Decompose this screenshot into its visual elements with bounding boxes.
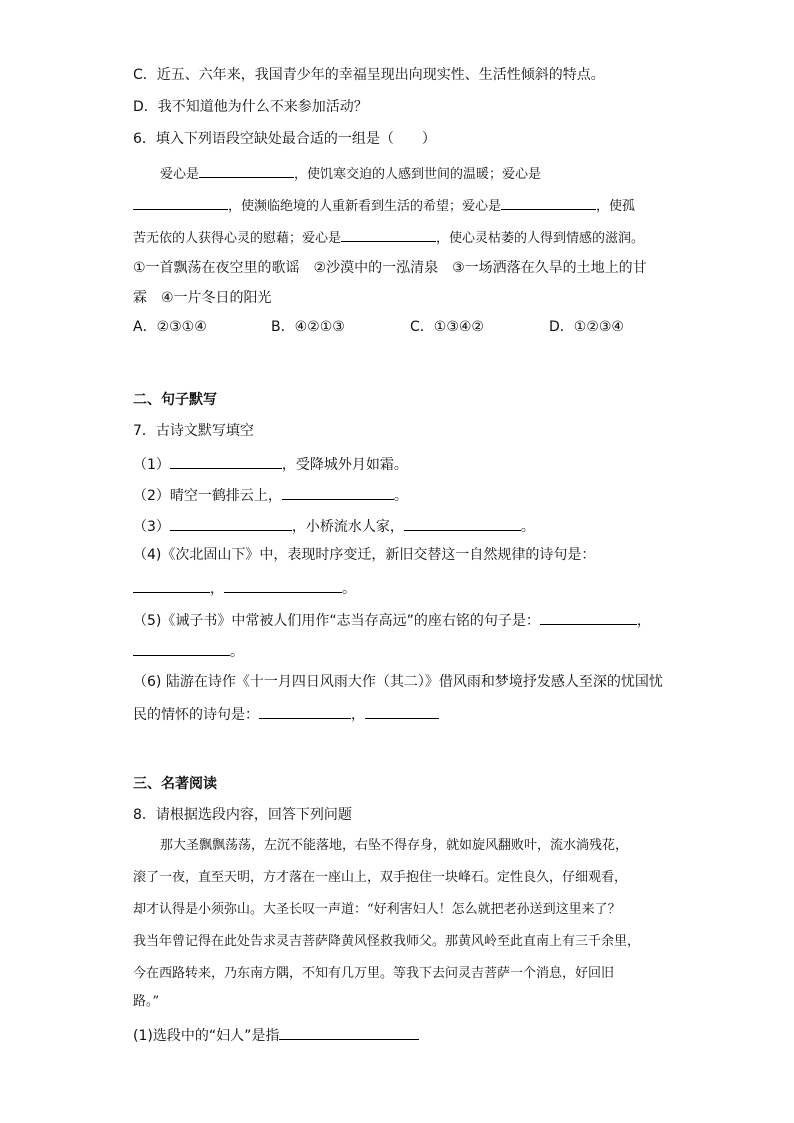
- q8-passage-line: 我当年曾记得在此处告求灵吉菩萨降黄风怪救我师父。那黄风岭至此直南上有三千余里，: [133, 934, 641, 949]
- q6-items-line-2: 霖 ④一片冬日的阳光: [133, 290, 272, 306]
- q6-text: ，使濒临绝境的人重新看到生活的希望；爱心是: [228, 199, 502, 214]
- q8-passage-line: 却才认得是小须弥山。大圣长叹一声道：“好利害妇人！怎么就把老孙送到这里来了？: [133, 902, 621, 917]
- q5-option-c: C．近五、六年来，我国青少年的幸福呈现出向现实性、生活性倾斜的特点。: [133, 67, 605, 83]
- q6-option-d[interactable]: D．①②③④: [549, 319, 624, 335]
- q8-passage-line: 路。”: [133, 994, 160, 1009]
- q7-text: 。: [342, 581, 356, 597]
- q7-text: ，: [351, 707, 365, 723]
- q6-passage-line-2: [133, 195, 635, 216]
- q7-text: 。: [230, 644, 244, 660]
- fill-blank[interactable]: [540, 610, 637, 625]
- q7-item-5-answer: [133, 641, 244, 661]
- fill-blank[interactable]: [501, 195, 596, 210]
- q6-text: ，使孤: [596, 199, 636, 214]
- q6-text: 苦无依的人获得心灵的慰藉；爱心是: [133, 231, 342, 246]
- fill-blank[interactable]: [259, 704, 351, 719]
- q6-option-c[interactable]: C．①③④②: [410, 319, 484, 335]
- q7-text: ，: [636, 613, 651, 629]
- q6-options: [133, 318, 624, 336]
- fill-blank[interactable]: [404, 516, 521, 531]
- q6-passage-line-1: [160, 163, 541, 184]
- fill-blank[interactable]: [341, 227, 436, 242]
- q6-text: 爱心是: [160, 167, 200, 182]
- q7-text: （2）晴空一鹤排云上，: [133, 488, 282, 504]
- q6-option-a[interactable]: A．②③①④: [133, 319, 207, 335]
- q7-item-3: [133, 516, 535, 536]
- fill-blank[interactable]: [133, 578, 210, 593]
- fill-blank[interactable]: [365, 704, 439, 719]
- q7-text: （5)《诫子书》中常被人们用作“志当存高远”的座右铭的句子是：: [133, 613, 540, 629]
- fill-blank[interactable]: [170, 516, 292, 531]
- q8-passage-line: 滚了一夜，直至天明，方才落在一座山上，双手抱住一块峰石。定性良久，仔细观看，: [133, 870, 628, 885]
- q7-text: （1）: [133, 457, 170, 473]
- q6-text: ，使饥寒交迫的人感到世间的温暖；爱心是: [294, 167, 542, 182]
- fill-blank[interactable]: [199, 163, 294, 178]
- section-3-title: 三、名著阅读: [133, 776, 217, 792]
- section-2-title: 二、句子默写: [133, 392, 217, 408]
- q7-item-5: [133, 610, 651, 630]
- q6-text: ，使心灵枯萎的人得到情感的滋润。: [436, 231, 645, 246]
- q7-item-4: （4)《次北固山下》中，表现时序变迁，新旧交替这一自然规律的诗句是：: [133, 547, 596, 563]
- q8-passage-line: 今在西路转来，乃东南方隅，不知有几万里。等我下去问灵吉菩萨一个消息，好回旧: [133, 966, 615, 981]
- q7-text: ，: [210, 581, 224, 597]
- q7-item-6: （6) 陆游在诗作《十一月四日风雨大作（其二）》借风雨和梦境抒发感人至深的忧国忧: [133, 674, 663, 690]
- fill-blank[interactable]: [133, 641, 230, 656]
- q7-text: ，受降城外月如霜。: [281, 457, 408, 473]
- q7-item-1: [133, 454, 408, 474]
- q7-item-6-answer: [133, 704, 439, 724]
- fill-blank[interactable]: [170, 454, 282, 469]
- q8-text: (1)选段中的“妇人”是指: [133, 1028, 280, 1044]
- q8-sub-1: [133, 1025, 419, 1045]
- q7-text: 民的情怀的诗句是：: [133, 707, 259, 723]
- q7-text: 。: [393, 488, 408, 504]
- fill-blank[interactable]: [224, 578, 342, 593]
- q6-option-b[interactable]: B．④②①③: [271, 319, 345, 335]
- q7-text: （3）: [133, 519, 170, 535]
- fill-blank[interactable]: [279, 1025, 419, 1040]
- q7-item-2: [133, 485, 408, 505]
- q6-stem: 6．填入下列语段空缺处最合适的一组是（ ）: [133, 131, 436, 147]
- q7-item-4-answer: [133, 578, 356, 598]
- q6-items-line-1: ①一首飘荡在夜空里的歌谣 ②沙漠中的一泓清泉 ③一场洒落在久旱的土地上的甘: [133, 260, 647, 276]
- q7-text: ，小桥流水人家，: [291, 519, 404, 535]
- fill-blank[interactable]: [282, 485, 394, 500]
- fill-blank[interactable]: [133, 195, 228, 210]
- q7-stem: 7．古诗文默写填空: [133, 423, 254, 439]
- q5-option-d: D．我不知道他为什么不来参加活动？: [133, 99, 368, 115]
- q8-passage-line: 那大圣飘飘荡荡，左沉不能落地，右坠不得存身，就如旋风翻败叶，流水淌残花，: [160, 838, 629, 853]
- q8-stem: 8．请根据选段内容，回答下列问题: [133, 807, 352, 823]
- q7-text: 。: [520, 519, 535, 535]
- q6-passage-line-3: [133, 227, 644, 248]
